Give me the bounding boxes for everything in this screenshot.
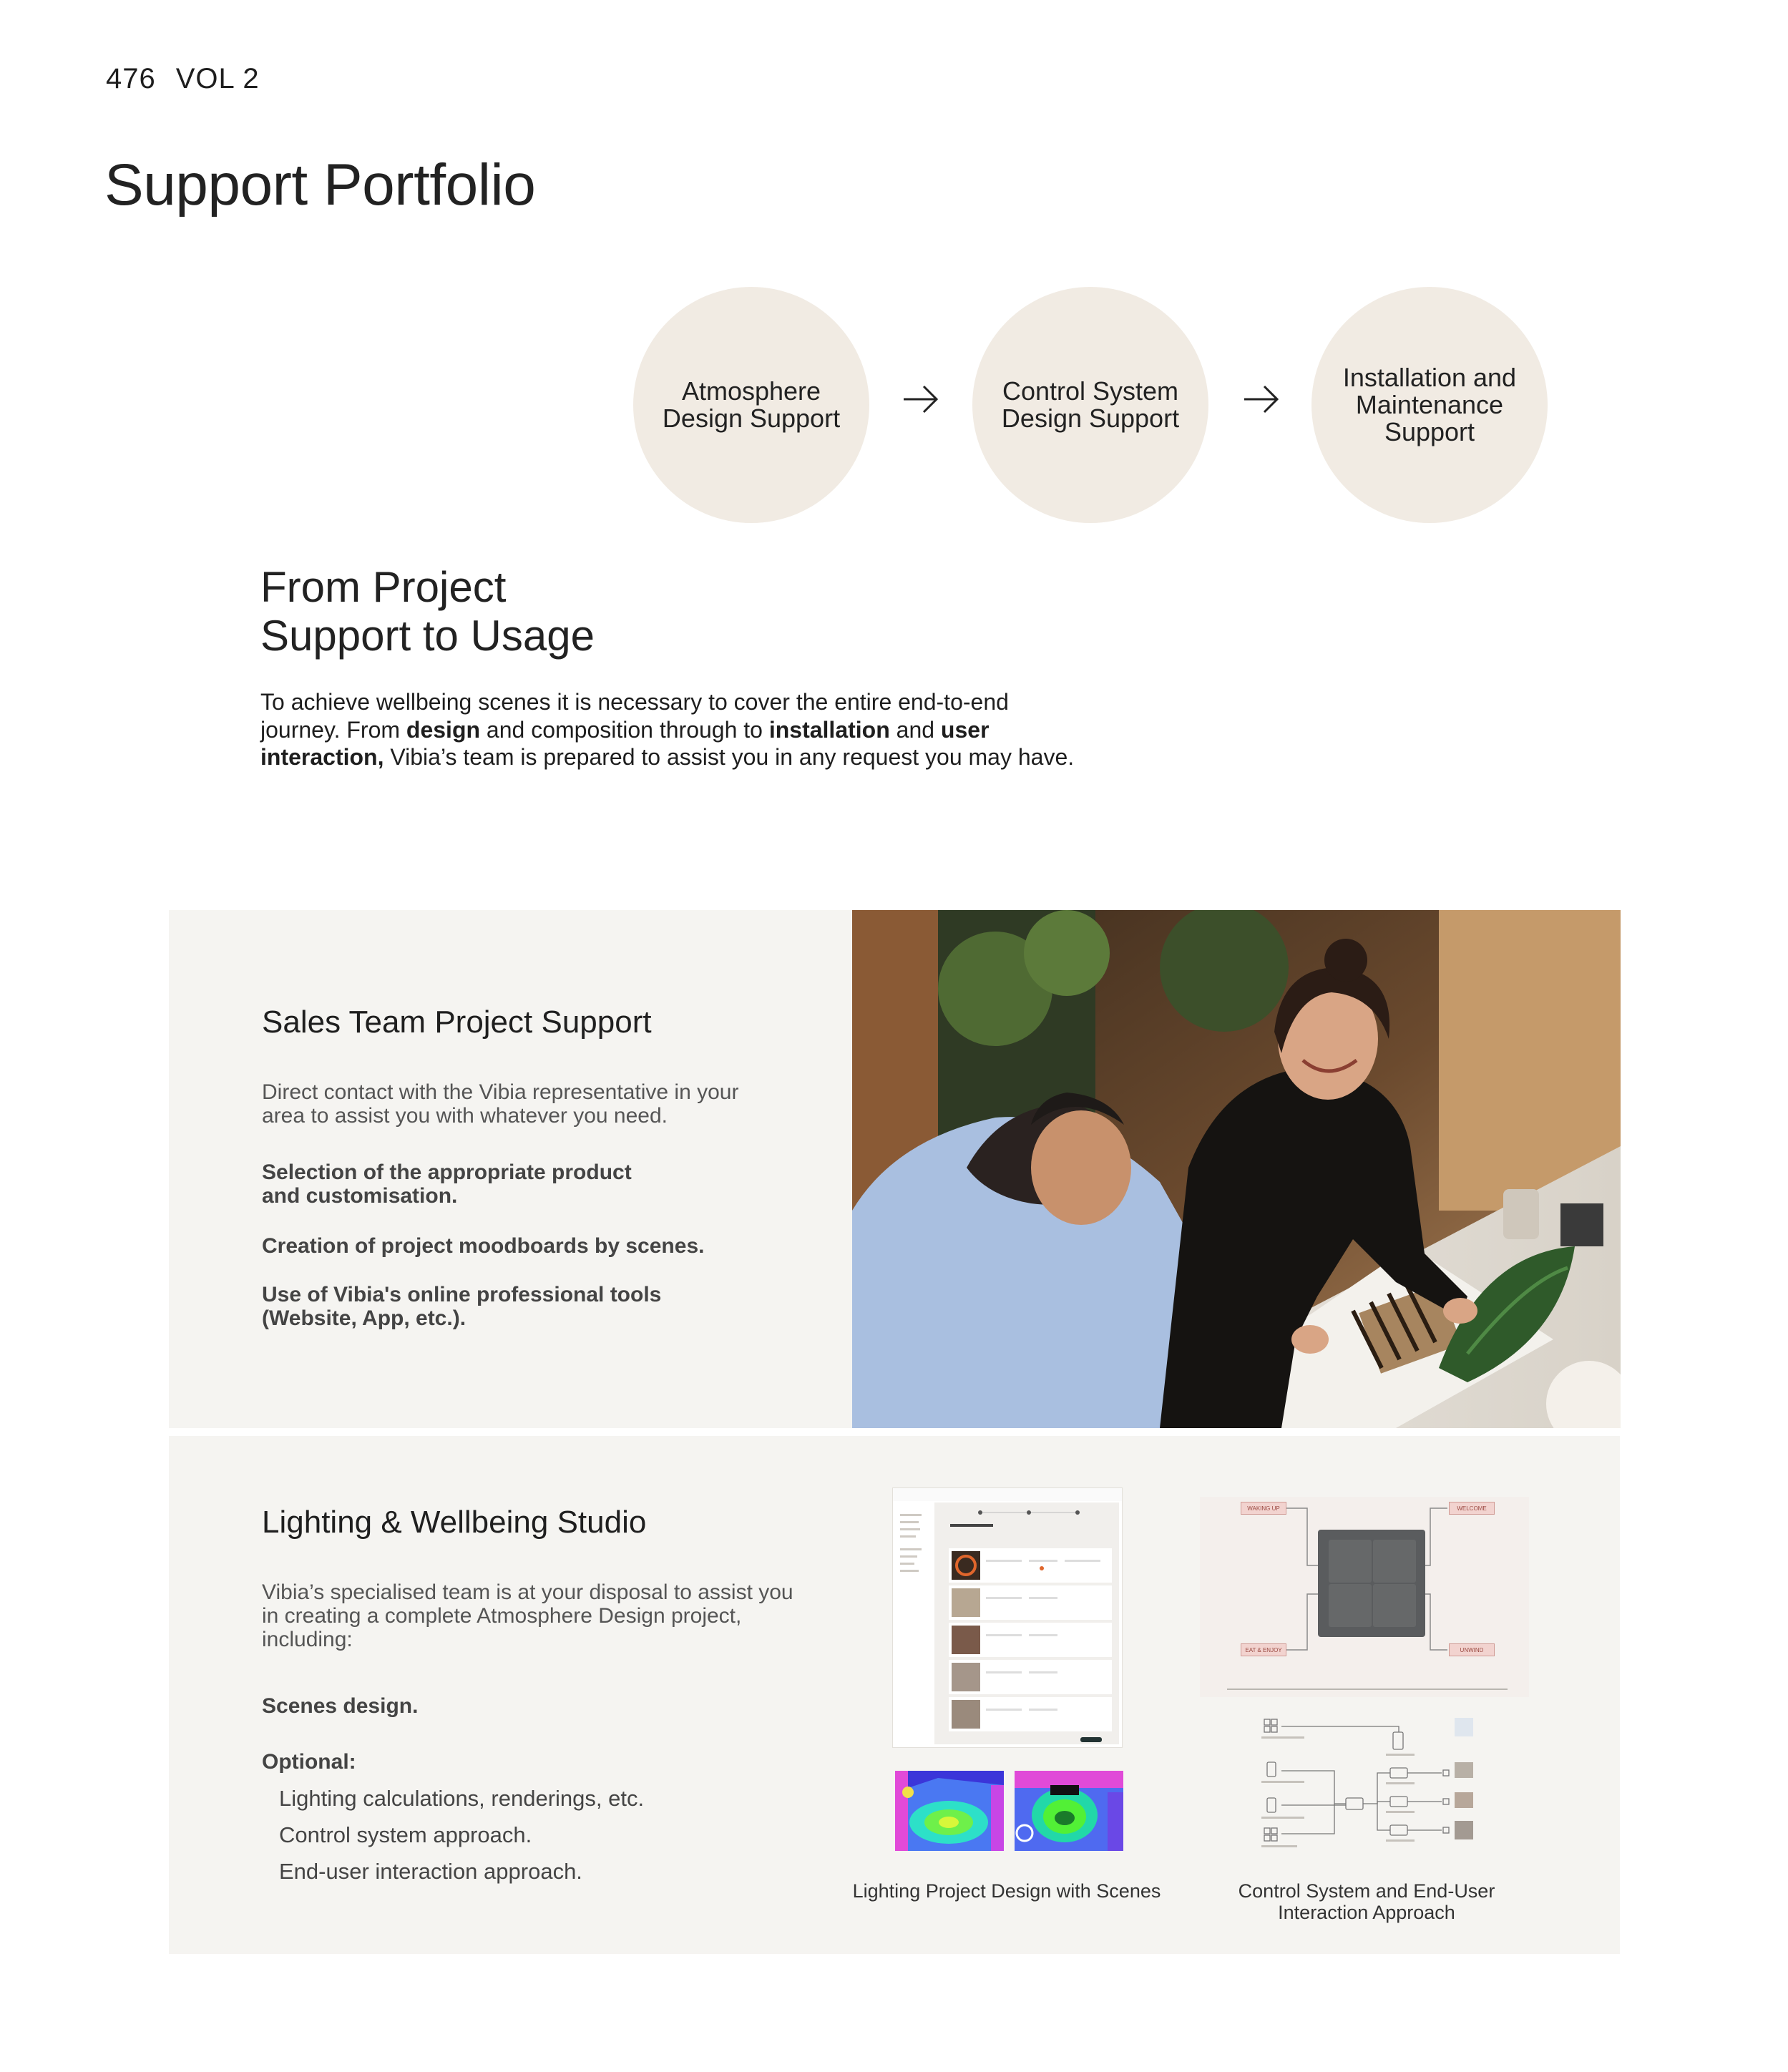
keypad-label: WELCOME (1449, 1502, 1495, 1515)
section-title: From Project Support to Usage (260, 563, 595, 660)
step-installation-maintenance (1311, 287, 1548, 523)
section-intro (260, 688, 1083, 771)
studio-optional-item: Control system approach. (279, 1822, 532, 1847)
volume-label: VOL 2 (175, 63, 260, 94)
team-photo (852, 910, 1621, 1428)
intro-text: and (889, 716, 941, 743)
caption-control-system: Control System and End-User Interaction Approach (1238, 1880, 1495, 1923)
step-label: Installation and Maintenance Support (1342, 363, 1517, 446)
sales-item: Selection of the appropriate product and customisation. (262, 1160, 632, 1208)
arrow-right-icon (899, 378, 942, 421)
step-control-system-design (972, 287, 1208, 523)
intro-text: To achieve wellbeing scenes it is necessary to cover the entire end-to-end journey. From (260, 689, 1009, 743)
lighting-rendering-1 (895, 1771, 1004, 1851)
control-system-schematic (1256, 1714, 1492, 1857)
arrow-right-icon (1240, 378, 1283, 421)
intro-bold: user interaction, (260, 716, 990, 770)
page-header (106, 63, 260, 95)
intro-bold: design (406, 716, 481, 743)
sales-item: Creation of project moodboards by scenes. (262, 1234, 705, 1258)
keypad-label: UNWIND (1449, 1643, 1495, 1656)
sales-description: Direct contact with the Vibia representative in your area to assist you with whatever you need. (262, 1080, 739, 1128)
studio-scenes: Scenes design. (262, 1694, 419, 1718)
divider (1227, 1689, 1508, 1690)
studio-optional-item: Lighting calculations, renderings, etc. (279, 1786, 645, 1811)
studio-description: Vibia’s specialised team is at your disposal to assist you in creating a complete Atmosphere Design project, including: (262, 1580, 793, 1651)
intro-text: Vibia’s team is prepared to assist you in any request you may have. (384, 744, 1075, 770)
intro-text: and composition through to (480, 716, 769, 743)
intro-bold: installation (768, 716, 890, 743)
step-atmosphere-design (633, 287, 869, 523)
cursor-circle-icon (1014, 1822, 1035, 1844)
sales-item: Use of Vibia's online professional tools (Website, App, etc.). (262, 1283, 662, 1330)
studio-title: Lighting & Wellbeing Studio (262, 1505, 647, 1540)
page-title: Support Portfolio (104, 152, 536, 218)
step-label: Control System Design Support (1001, 376, 1180, 433)
sales-title: Sales Team Project Support (262, 1005, 652, 1040)
step-label: Atmosphere Design Support (662, 376, 841, 433)
studio-optional-label: Optional: (262, 1750, 356, 1774)
studio-optional-item: End-user interaction approach. (279, 1859, 582, 1884)
keypad-label: EAT & ENJOY (1241, 1643, 1286, 1656)
keypad-diagram (1200, 1497, 1529, 1697)
keypad-label: WAKING UP (1241, 1502, 1286, 1515)
app-screenshot-thumbnail (893, 1488, 1122, 1747)
caption-lighting-project: Lighting Project Design with Scenes (852, 1880, 1161, 1902)
page-number: 476 (106, 63, 156, 94)
